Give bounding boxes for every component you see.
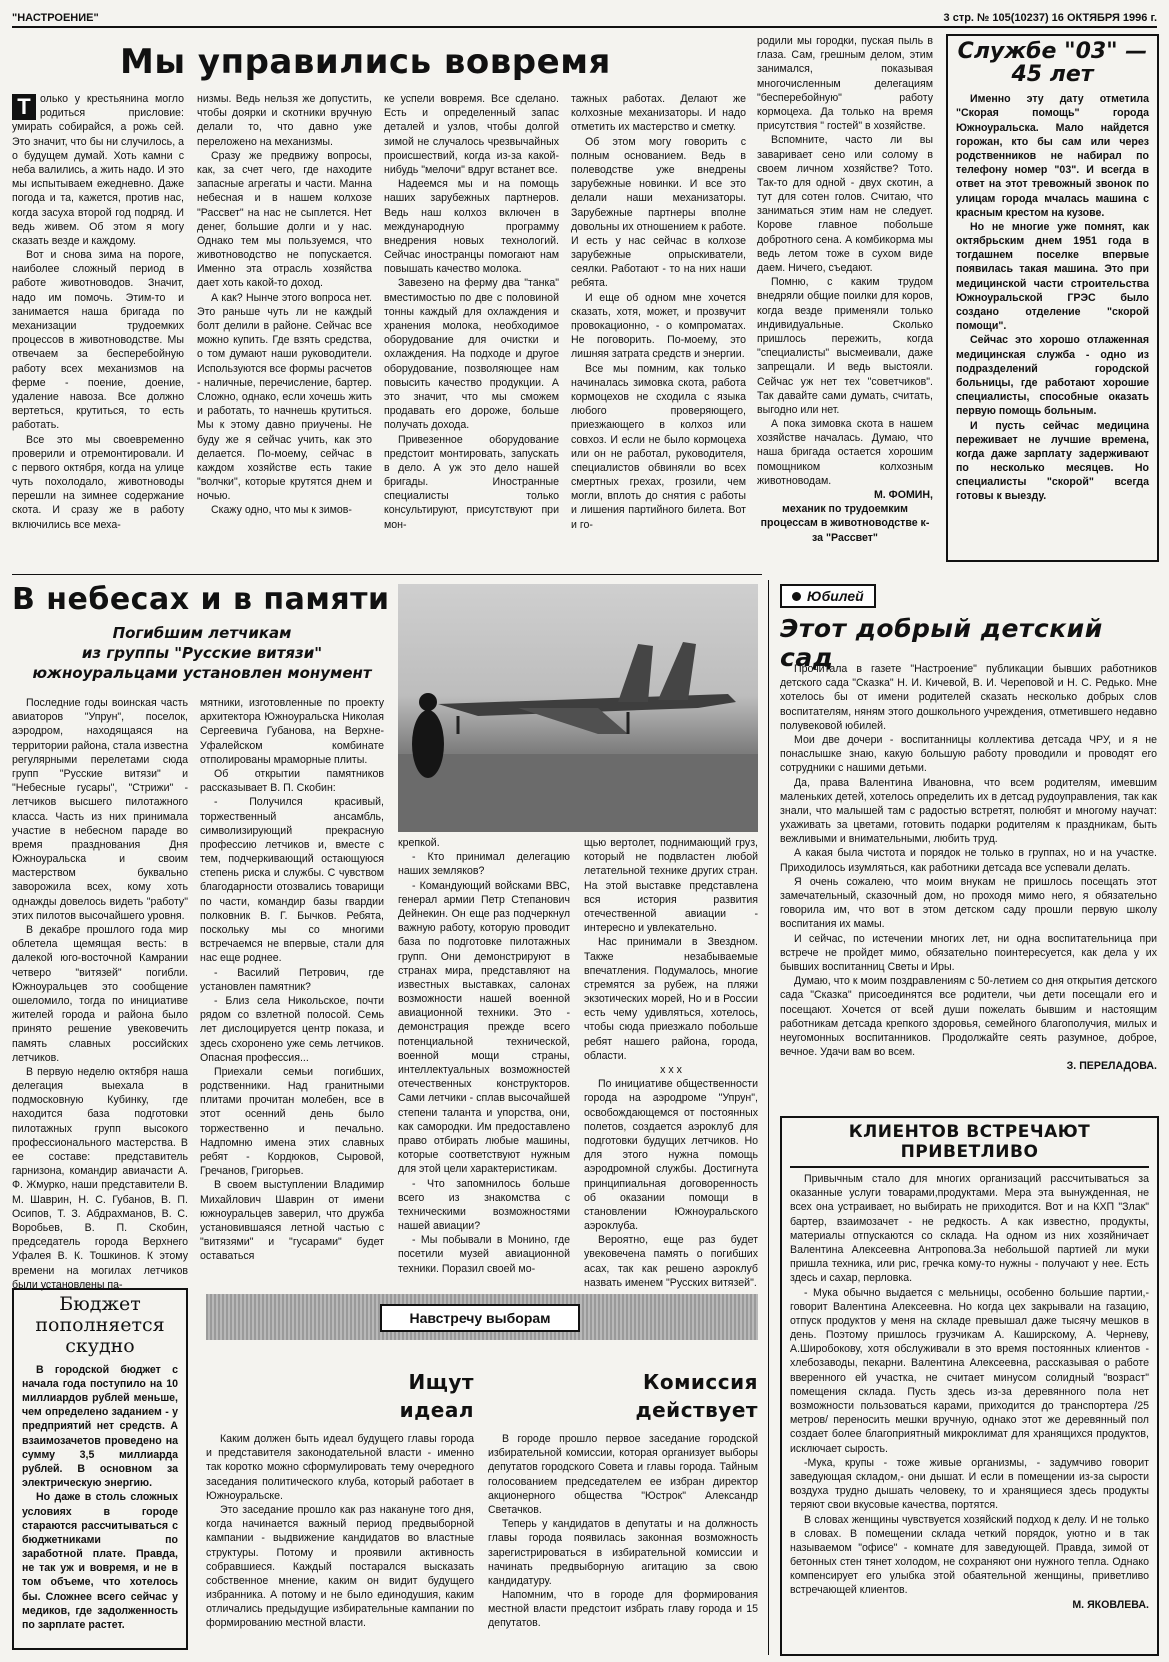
a3-col-1: Последние годы воинская часть авиаторов "Упрун", поселок, аэродром, находящаяся на территории района, стала известна регулярными перелетами сюда групп "Русские витязи" и "Небесные гусары", "Стрижи" - летчиков высшего пилотажного класса. Часть из них принимала участие в небесном параде во время празднования Дня Южноуральска и своим мастерством буквально заворожила всех, кому хоть однажды довелось видеть "работу" этих пилотов высочайшего уровня. В декабре прошлого года мир облетела щемящая весть: в далекой юго-восточной Камрании четверо "витязей" погибли. Южноуральцев это сообщение ошеломило, тогда по инициативе жителей города и района было принято решение увековечить память славных российских летчиков. В первую неделю октября наша делегация выехала в подмосковную Кубинку, где находится база подготовки пилотажных групп высокого профессионального мастерства. В ее составе: представитель гарнизона, командир авиачасти А. Ф. Жмурко, наши представители В. М. Шаврин, Н. С. Губанов, В. П. Осипов, Т. З. Абдрахманов, В. С. Воробьев, В. П. Скобин, председатель города Верхнего Уфалея В. К. Тошкинов. К этому времени на могилах летчиков были установлены па- <box>12 697 188 1291</box>
a3-col-2: мятники, изготовленные по проекту архитектора Южноуральска Николая Сергеевича Губанова, на Верхне-Уфалейском комбинате отполированы мраморные плиты. Об открытии памятников рассказывает В. П. Скобин: - Получился красивый, торжественный ансамбль, символизирующий прекрасную профессию летчиков и, вместе с тем, подчеркивающий остающуюся степень риска и службы. С чувством благодарности отозвались товарищи по части, командир базы гвардии полковник В. Г. Бычков. Ребята, поскольку мы со многими встречаемся не впервые, стали для нас еще роднее. - Василий Петрович, где установлен памятник? - Близ села Никольское, почти рядом со взлетной полосой. Семь лет дислоцируется центр показа, и здесь схоронено уже семь летчиков. Опасная профессия... Приехали семьи погибших, родственники. Над гранитными плитами прочитан молебен, все в этот осенний день было торжественно и печально. Надпомню имена этих славных ребят - Кордюков, Сыровой, Гречанов, Григорьев. В своем выступлении Владимир Михайлович Шаврин от имени южноуральцев заверил, что дружба установившаяся летной частью с "витязями" и "гусарами" будет оставаться <box>200 697 384 1263</box>
a4-text: Прочитала в газете "Настроение" публикации бывших работников детского сада "Сказка" Н. И. Кичевой, В. И. Череповой и Н. С. Редько. Мне хотелось бы от имени родителей сказать несколько добрых слов воспитателям, няням этого дошкольного учреждения, отметившего недавно полувековой юбилей. Мои две дочери - воспитанницы коллектива детсада ЧРУ, и я не понаслышке знаю, какую большую работу проводили и проводят его сотрудники с нашими детьми. Да, права Валентина Ивановна, что всем родителям, имевшим маленьких детей, хотелось определить их в детсад рудоуправления, так как знали, что малышей там с радостью встретят, полюбят и многому научат: ухаживать за цветами, готовить подарки родителям к праздникам, быть вежливыми и внимательными, любить труд. А какая была чистота и порядок не только в группах, но и на участке. Приходилось изумляться, как работники детсада все успевали делать. Я очень сожалею, что моим внукам не пришлось посещать этот замечательный, сказочный дом, но проходя мимо него, я обязательно говорила им, что вот в этом детском саду прошли первую школу воспитания их мамы. И сейчас, по истечении многих лет, ни одна воспитательница при встрече не пройдет мимо, обязательно поинтересуется, как дела у их бывших воспитанниц Светы и Иры. Думаю, что к моим поздравлениям с 50-летием со дня открытия детского сада "Сказка" присоединятся все родители, чьи дети посещали его и посещают. Хочется от всей души пожелать бывшим и настоящим работникам детсада крепкого здоровья, семейного благополучия, милых и неугомонных воспитанников. Продолжайте сеять разумное, доброе, вечное. Удачи вам во всем. З. ПЕРЕЛАДОВА. <box>780 663 1157 1073</box>
headline-article-1: Мы управились вовремя <box>120 42 611 82</box>
ambulance-box <box>946 34 1159 562</box>
ambulance-text: Именно эту дату отметила "Скорая помощь" города Южноуральска. Мало найдется горожан, кто бы сам или через родственников не набирал по телефону номер "03". И всегда в ответ на этот тревожный звонок по улицам города мчалась машина с красным крестом на кузове. Но не многие уже помнят, как октябрьским днем 1951 года в тогдашнем поселке впервые появилась такая машина. Это при медицинской части строительства Южноуральской ГРЭС было создано отделение "скорой помощи". Сейчас это хорошо отлаженная медицинская служба - одно из подразделений городской больницы, где работают хорошие специалисты, способные оказать первую помощь больным. И пусть сейчас медицина переживает не лучшие времена, когда даже зарплату задерживают по несколько месяцев. Но специалисты "скорой" всегда готовы к выезду. <box>956 93 1149 503</box>
commission-text: В городе прошло первое заседание городской избирательной комиссии, которая организует выборы депутатов городского Совета и главы города. Тайным голосованием председателем ее избран директор акционерного общества "Юстрок" Александр Светачков. Теперь у кандидатов в депутаты и на должность главы города появилась законная возможность зарегистрироваться в избирательной комиссии и начинать предвыборную агитацию за свою кандидатуру. Напомним, что в городе для формирования местной власти предстоит избрать главу города и 15 депутатов. <box>488 1433 758 1630</box>
rubric-jubilee: Юбилей <box>780 584 876 608</box>
budget-box <box>12 1288 188 1650</box>
a1-col-1: Т олько у крестьянина могло родиться присловие: умирать собирайся, а рожь сей. Это значит, что бы ни случилось, а о будущем думай. Хоть камни с неба валились, а жить надо. И это мы испытываем ежедневно. Даже погода и та, кажется, против нас, когда засуха второй год подряд. И ведь живем. Об этом я могу сказать везде и каждому. Вот и снова зима на пороге, наиболее сложный период в работе животноводов. Значит, надо им помочь. Этим-то и занимается наша бригада по механизации трудоемких процессов в животноводстве. Мы отвечаем за бесперебойную работу всех механизмов на ферме - поение, доение, удаление навоза. Все должно вертеться, крутиться, то есть работать. Все это мы своевременно проверили и отремонтировали. И с первого октября, когда на улице чуть похолодало, животноводы перешли на зимнее содержание скота. И сразу же в работу включились все меха- <box>12 93 184 531</box>
commission-title-2: действует <box>635 1398 758 1422</box>
subtitle-2: из группы "Русские витязи" <box>81 644 323 662</box>
elections-label: Навстречу выборам <box>380 1304 580 1332</box>
a1-col-5: родили мы городки, пуская пыль в глаза. Сам, грешным делом, этим занимался, показывая многочисленным делегациям "бесперебойную" работу кормоцеха. Да только на время присутствия " гостей" в хозяйстве. Вспомните, часто ли вы заваривает сено или солому в своем личном хозяйстве? Тото. Так-то для одной - двух скотин, а тут для сотен голов. Считаю, что заниматься этим нам не следует. Корове главное побольше добротного сена. А комбикорма мы ведь летом тоже в сухом виде даем. Ничего, съедают. Помню, с каким трудом внедряли общие поилки для коров, когда везде применяли только индивидуальные. Сколько пришлось пережить, когда "специалисты" высмеивали, даже запрещали. И ведь выстояли. Сейчас уж нет тех "советчиков". Так давайте сами думать, считать, выгодно или нет. А пока зимовка скота в нашем хозяйстве началась. Думаю, что наша бригада остается хорошим помощником колхозным животноводам. М. ФОМИН, механик по трудоемким процессам в животноводстве к-за "Рассвет" <box>757 35 933 544</box>
signature-fomin: М. ФОМИН, <box>873 489 933 501</box>
ideal-text: Каким должен быть идеал будущего главы города и представителя законодательной власти - именно так коротко можно сформулировать тему очередного заседания политического клуба, который работает в Южноуральске. Это заседание прошло как раз накануне того дня, когда начинается важный период предвыборной кампании - выдвижение кандидатов во властные структуры. Потому и проявили активность собравшиеся. Каждый постарался высказать собственное мнение, каким он видит будущего избранника. А потому и не было единодушия, каким отличались предыдущие избирательные кампании по формированию местной власти. <box>206 1433 474 1630</box>
headline-article-4: Этот добрый детский сад <box>780 614 1103 672</box>
page-header <box>12 10 1157 28</box>
signature-role: механик по трудоемким процессам в животноводстве к-за "Рассвет" <box>760 503 930 544</box>
column-rule <box>768 580 769 1655</box>
budget-title-3: скудно <box>65 1334 135 1357</box>
signature-pereladova: З. ПЕРЕЛАДОВА. <box>1066 1060 1157 1073</box>
a3-col-3: крепкой. - Кто принимал делегацию наших земляков? - Командующий войсками ВВС, генерал армии Петр Степанович Дейнекин. Он еще раз подчеркнул важную работу, которую проводит база по подготовке пилотажных групп. Они демонстрируют в странах мира, представляют на известных выставках, салонах возможности нашей военной авиационной техники. Это - демонстрация прежде всего потенциальной технической, военной мощи страны, интеллектуальных возможностей отечественных конструкторов. Сами летчики - сплав высочайшей степени таланта и упорства, они, как самородки. Им предоставлено право отбирать любые машины, которые соответствуют нужным для этой цели характеристикам. - Что запомнилось больше всего из знакомства с техническими возможностями нашей авиации? - Мы побывали в Монино, где посетили музей авиационной техники. Поразил своей мо- <box>398 837 570 1275</box>
budget-text: В городской бюджет с начала года поступило на 10 миллиардов рублей меньше, чем определено заданием - у предприятий нет средств. А взаимозачетов проведено на сумму 3,5 миллиарда рублей. В основном за электрическую энергию. Но даже в столь сложных условиях в городе стараются рассчитываться с бюджетниками по заработной плате. Правда, не так уж и вовремя, и не в том объеме, что хотелось бы. Сложнее всего сейчас у медиков, где задолженность по зарплате растет. <box>22 1363 178 1632</box>
subtitle-1: Погибшим летчикам <box>112 624 292 642</box>
subtitle-3: южноуральцами установлен монумент <box>32 664 372 682</box>
ambulance-title: Службе "03" — 45 лет <box>957 39 1148 88</box>
clients-text: Привычным стало для многих организаций рассчитываться за оказанные услуги товарами,продуктами. Мера эта вынужденная, не всех она устраивает, но выбирать не приходится. Вот и на КХП "Злак" бартер, взаимозачет - не редкость. А как известно, продукты, материалы отпускаются со склада. На одном из них хозяйничает Валентина Алексеевна Антропова.За небольшой партией ли муки пришла техника, или рис, гречка кому-то нужны - получают у нее. Есть здесь и сахар, перловка. - Мука обычно выдается с мельницы, особенно большие партии,- говорит Валентина Алексеевна. Но когда цех закрывали на газацию, отпуск продуктов у меня на складе превышал даже тысячу мешков в день. Поэтому пришлось грузчикам А. Каширскому, А. Черневу, А.Широбокову, хотя обслуживали в это время постоянных клиентов - хлебозаводы, пекарни. Валентина Алексеевна, рассказывая о работе вверенного ей участка, не считает минусом солидный "возраст" помещения склада. Пусть здесь из-за деревянного пола нет возможности пользоваться карами, приходится до транспортера /25 метров/ переносить мешки вручную, однако этот же деревянный пол создает более благоприятный микроклимат для хранящихся продуктов, исключает сырость. -Мука, крупы - тоже живые организмы, - задумчиво говорит заведующая складом,- они дышат. И если в помещении из-за сырости воздуха трудно дышать человеку, то и хранящиеся здесь продукты теряют свои вкусовые качества, портятся. В словах женщины чувствуется хозяйский подход к делу. И не только в словах. В помещении склада четкий порядок, уютно и в так называемом "офисе" - комнате для заведующей. Правда, зимой от бетонных стен тянет холодом, не сохраняют они нужного тепла. Однако компенсирует его улыбка этой обаятельной женщины, приветливо встречающей клиентов. М. ЯКОВЛЕВА. <box>790 1173 1149 1611</box>
jet-photo <box>398 584 758 832</box>
a1-col-4: тажных работах. Делают же колхозные механизаторы. И надо отметить их мастерство и сметку. Об этом могу говорить с полным основанием. Ведь в полеводстве уже внедрены зарубежные новинки. И все это делали наши механизаторы. Зарубежные партнеры вполне довольны их отношением к работе. И есть у нас сейчас в колхозе зарубежные опрыскиватели, сеялки. Работают - то на них наши ребята. И еще об одном мне хочется сказать, хотя, может, и прозвучит провокационно, - о компроматах. Не поговорить. По-моему, это лишняя затрата средств и энергии. Все мы помним, как только начиналась зимовка скота, работа кормоцехов не сходила с языка любого проверяющего, приезжающего в колхоз или совхоз. И если не было кормоцеха или он не работал, руководителя, специалистов обвиняли во всех смертных грехах, грозили, чем могли, вплоть до снятия с работы и лишения партийного билета. Вот и го- <box>571 93 746 531</box>
section-divider <box>12 574 762 575</box>
bullet-icon <box>792 592 801 601</box>
ideal-title-1: Ищут <box>408 1370 474 1394</box>
a1-col-3: ке успели вовремя. Все сделано. Есть и определенный запас деталей и узлов, чтобы долгой зимой не случалось чрезвычайных происшествий, когда из-за какой-нибудь "мелочи" вдруг встанет все. Надеемся мы и на помощь наших зарубежных партнеров. Ведь наш колхоз включен в международную программу внедрения новых технологий. Сейчас иностранцы помогают нам повышать качество молока. Завезено на ферму два "танка" вместимостью по две с половиной тонны каждый для охлаждения и хранения молока, необходимое оборудование для очистки и охлаждения. На подходе и другое оборудование, позволяющее нам повысить качество продукции. А это значит, что мы сможем продавать его дороже, больше получать дохода. Привезенное оборудование предстоит монтировать, запускать в дело. А уж это дело нашей бригады. Иностранные специалисты только консультируют, присутствуют при мон- <box>384 93 559 531</box>
budget-title-2: пополняется <box>35 1313 165 1336</box>
fighter-jet-icon <box>398 584 758 832</box>
newspaper-name: "НАСТРОЕНИЕ" <box>12 12 99 24</box>
clients-box <box>780 1116 1159 1656</box>
commission-title-1: Комиссия <box>642 1370 758 1394</box>
drop-cap: Т <box>12 94 36 120</box>
ideal-title-2: идеал <box>399 1398 474 1422</box>
clients-title: КЛИЕНТОВ ВСТРЕЧАЮТ ПРИВЕТЛИВО <box>790 1122 1149 1168</box>
budget-title-1: Бюджет <box>59 1293 141 1315</box>
a3-col-4: щью вертолет, поднимающий груз, который не подвластен любой летательной технике других стран. На этой выставке представлена вся история развития отечественной авиации - интересно и увлекательно. Нас принимали в Звездном. Также незабываемые впечатления. Подумалось, многие стремятся за рубеж, на пляжи экзотических морей, Но и в России есть чему удивляться, хотелось, чтобы сюда приезжало побольше ребят нашего района, города, области. x x x По инициативе общественности города на аэродроме "Упрун", освобождающемся от постоянных полетов, создается аэроклуб для подготовки будущих летчиков. Но для этого нужна помощь аэродромной службы. Достигнута принципиальная договоренность об оказании помощи в становлении Южноуральского аэроклуба. Вероятно, еще раз будет увековечена память о погибших асах, так как решено аэроклуб назвать именем "Русских витязей". <box>584 837 758 1289</box>
signature-yakovleva: М. ЯКОВЛЕВА. <box>1072 1598 1149 1611</box>
issue-info: 3 стр. № 105(10237) 16 ОКТЯБРЯ 1996 г. <box>943 12 1157 24</box>
a1-col-2: низмы. Ведь нельзя же допустить, чтобы доярки и скотники вручную делали то, что давно уже переложено на механизмы. Сразу же предвижу вопросы, как, за счет чего, где находите запасные агрегаты и части. Манна небесная и в нашем колхозе "Рассвет" на нас не сыплется. Нет денег, большие долги и у нас. Однако тем мы пользуемся, что животноводство не попускается. Именно эта отрасль хозяйства дает хоть какой-то доход. А как? Нынче этого вопроса нет. Это раньше чуть ли не каждый болт делили в районе. Сейчас все можно купить. Где взять средства, о том думают наши руководители. Используются все формы расчетов - наличные, перечисление, бартер. Сложно, однако, если хочешь жить и работать, то начнешь крутиться. Мы к этому давно приучены. Не буду же я сейчас учить, как это делается. По-моему, сейчас в каждом хозяйстве есть такие "волчки", которые крутятся днем и ночью. Скажу одно, что мы к зимов- <box>197 93 372 517</box>
headline-article-3: В небесах и в памяти <box>12 582 390 617</box>
